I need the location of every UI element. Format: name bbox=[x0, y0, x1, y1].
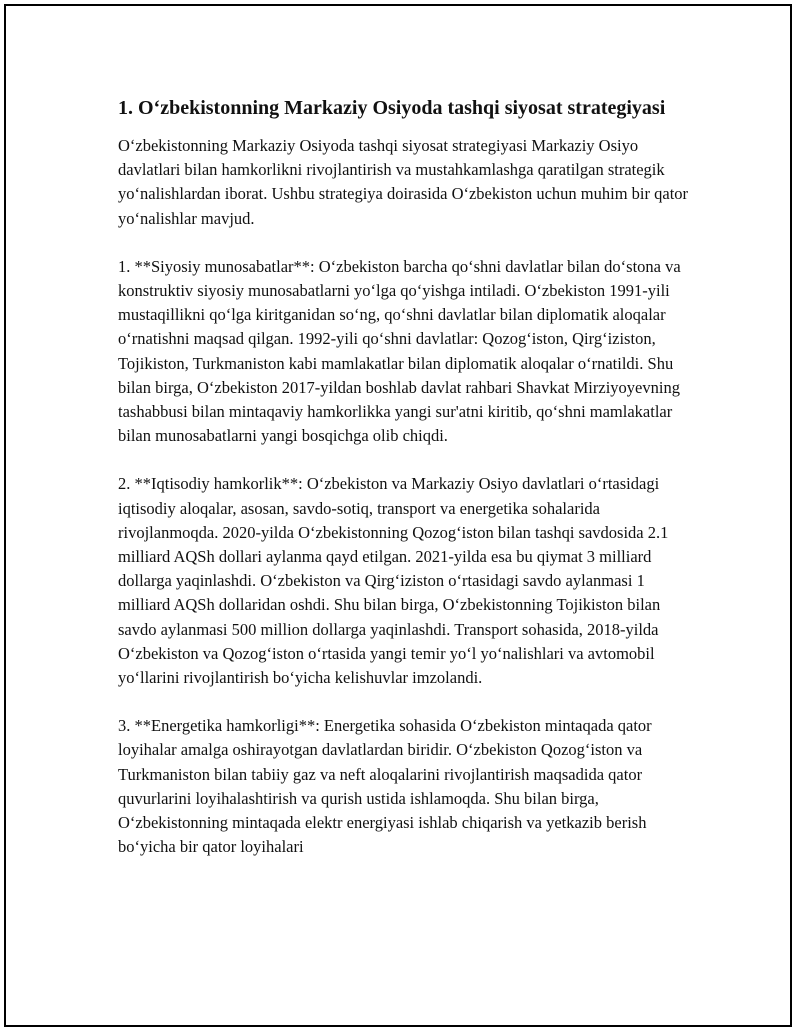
energy-cooperation-paragraph: 3. **Energetika hamkorligi**: Energetika sohasida O‘zbekiston mintaqada qator loyihalar amalga oshirayotgan davlatlardan biridir. O‘zbekiston Qozog‘iston va Turkmaniston bilan tabiiy gaz va neft aloqalarini rivojlantirish maqsadida qator quvurlarini loyihalashtirish va qurish ustida ishlamoqda. Shu bilan birga, O‘zbekistonning mintaqada elektr energiyasi ishlab chiqarish va yetkazib berish bo‘yicha bir qator loyihalari bbox=[118, 716, 652, 857]
economic-cooperation-paragraph: 2. **Iqtisodiy hamkorlik**: O‘zbekiston va Markaziy Osiyo davlatlari o‘rtasidagi iqtisodiy aloqalar, asosan, savdo-sotiq, transport va energetika sohalarida rivojlanmoqda. 2020-yilda O‘zbekistonning Qozog‘iston bilan tashqi savdosida 2.1 milliard AQSh dollari aylanma qayd etilgan. 2021-yilda esa bu qiymat 3 milliard dollarga yaqinlashdi. O‘zbekiston va Qirg‘iziston o‘rtasidagi savdo aylanmasi 1 milliard AQSh dollaridan oshdi. Shu bilan birga, O‘zbekistonning Tojikiston bilan savdo aylanmasi 500 million dollarga yaqinlashdi. Transport sohasida, 2018-yilda O‘zbekiston va Qozog‘iston o‘rtasida yangi temir yo‘l yo‘nalishlari va avtomobil yo‘llarini rivojlantirish bo‘yicha kelishuvlar imzolandi. bbox=[118, 474, 669, 688]
intro-paragraph: O‘zbekistonning Markaziy Osiyoda tashqi siyosat strategiyasi Markaziy Osiyo davlatlari bilan hamkorlikni rivojlantirish va mustahkamlashga qaratilgan strategik yo‘nalishlardan iborat. Ushbu strategiya doirasida O‘zbekiston uchun muhim bir qator yo‘nalishlar mavjud. bbox=[118, 136, 689, 228]
document-body bbox=[118, 94, 690, 883]
section-title: 1. O‘zbekistonning Markaziy Osiyoda tashqi siyosat strategiyasi bbox=[118, 97, 666, 119]
political-relations-paragraph: 1. **Siyosiy munosabatlar**: O‘zbekiston barcha qo‘shni davlatlar bilan do‘stona va konstruktiv siyosiy munosabatlarni yo‘lga qo‘yishga intiladi. O‘zbekiston 1991-yili mustaqillikni qo‘lga kiritganidan so‘ng, qo‘shni davlatlar bilan diplomatik aloqalar o‘rnatishni maqsad qilgan. 1992-yili qo‘shni davlatlar: Qozog‘iston, Qirg‘iziston, Tojikiston, Turkmaniston kabi mamlakatlar bilan diplomatik aloqalar o‘rnatildi. Shu bilan birga, O‘zbekiston 2017-yildan boshlab davlat rahbari Shavkat Mirziyoyevning tashabbusi bilan mintaqaviy hamkorlikka yangi sur'atni kiritib, qo‘shni mamlakatlar bilan munosabatlarni yangi bosqichga olib chiqdi. bbox=[118, 256, 681, 446]
